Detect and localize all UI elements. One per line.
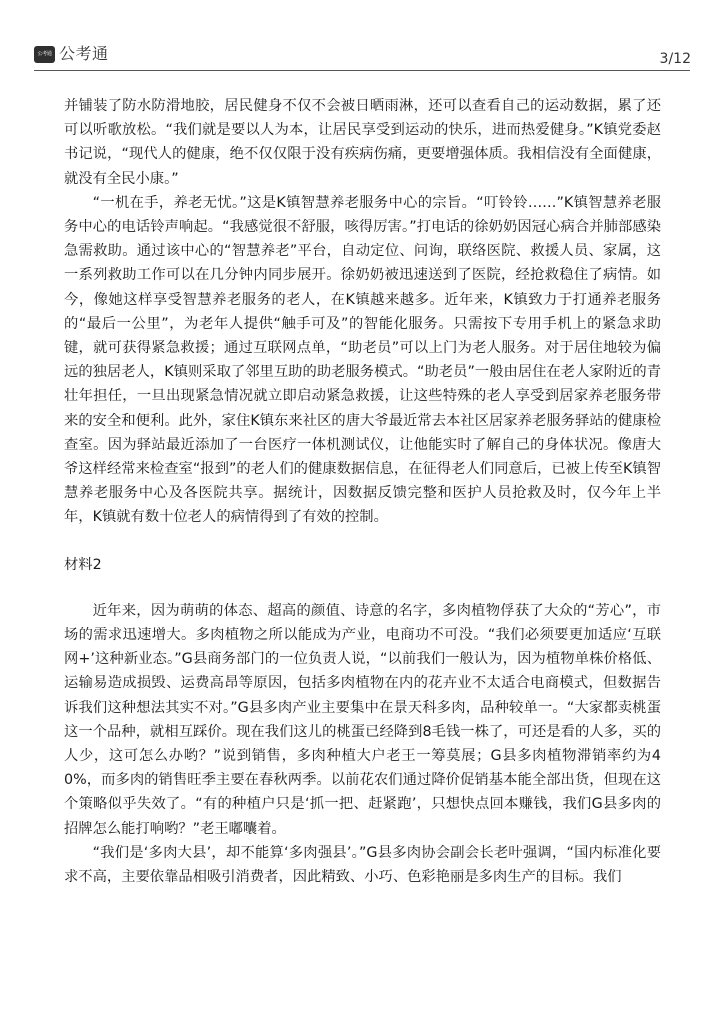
paragraph: “我们是‘多肉大县’，却不能算‘多肉强县’。”G县多肉协会副会长老叶强调，“国内标准化要求不高，主要依靠品相吸引消费者，因此精致、小巧、色彩艳丽是多肉生产的目标。我们 (64, 844, 661, 886)
paragraph: “一机在手，养老无忧。”这是K镇智慧养老服务中心的宗旨。“叮铃铃……”K镇智慧养老服务中心的电话铃声响起。“我感觉很不舒服，咳得厉害。”打电话的徐奶奶因冠心病合并肺部感染急需救助。通过该中心的“智慧养老”平台，自动定位、问询，联络医院、救援人员、家属，这一系列救助工作可以在几分钟内同步展开。徐奶奶被迅速送到了医院，经抢救稳住了病情。如今，像她这样享受智慧养老服务的老人，在K镇越来越多。近年来，K镇致力于打通养老服务的“最后一公里”，为老年人提供“触手可及”的智能化服务。只需按下专用手机上的紧急求助键，就可获得紧急救援；通过互联网点单，“助老员”可以上门为老人服务。对于居住地较为偏远的独居老人，K镇则采取了邻里互助的助老服务模式。“助老员”一般由居住在老人家附近的青壮年担任，一旦出现紧急情况就立即启动紧急救援，让这些特殊的老人享受到居家养老服务带来的安全和便利。此外，家住K镇东来社区的唐大爷最近常去本社区居家养老服务驿站的健康检查室。因为驿站最近添加了一台医疗一体机测试仪，让他能实时了解自己的身体状况。像唐大爷这样经常来检查室“报到”的老人们的健康数据信息，在征得老人们同意后，已被上传至K镇智慧养老服务中心及各医院共享。据统计，因数据反馈完整和医护人员抢救及时，仅今年上半年，K镇就有数十位老人的病情得到了有效的控制。 (64, 194, 661, 526)
paragraph: 近年来，因为萌萌的体态、超高的颜值、诗意的名字，多肉植物俘获了大众的“芳心”，市场的需求迅速增大。多肉植物之所以能成为产业，电商功不可没。“我们必须要更加适应‘互联网+’这种新业态。”G县商务部门的一位负责人说，“以前我们一般认为，因为植物单株价格低、运输易造成损毁、运费高昂等原因，包括多肉植物在内的花卉业不太适合电商模式，但数据告诉我们这种想法其实不对。”G县多肉产业主要集中在景天科多肉，品种较单一。“大家都卖桃蛋这一个品种，就相互踩价。现在我们这儿的桃蛋已经降到8毛钱一株了，可还是看的人多，买的人少，这可怎么办哟？”说到销售，多肉种植大户老王一筹莫展；G县多肉植物滞销率约为40%，而多肉的销售旺季主要在春秋两季。以前花农们通过降价促销基本能全部出货，但现在这个策略似乎失效了。“有的种植户只是‘抓一把、赶紧跑’，只想快点回本赚钱，我们G县多肉的招牌怎么能打响哟？”老王嘟囔着。 (64, 602, 661, 837)
section-heading: 材料2 (64, 556, 102, 573)
paragraph: 并铺装了防水防滑地胶，居民健身不仅不会被日晒雨淋，还可以查看自己的运动数据，累了还可以听歌放松。“我们就是要以人为本，让居民享受到运动的快乐，进而热爱健身。”K镇党委赵书记说，“现代人的健康，绝不仅仅限于没有疾病伤痛，更要增强体质。我相信没有全面健康，就没有全民小康。” (64, 98, 661, 187)
page-number: 3/12 (659, 51, 691, 67)
header-divider (34, 70, 690, 71)
document-body (64, 94, 661, 889)
brand-logo-icon: 公考通 (34, 46, 55, 63)
brand-name: 公考通 (59, 44, 109, 63)
page-header (0, 0, 724, 70)
